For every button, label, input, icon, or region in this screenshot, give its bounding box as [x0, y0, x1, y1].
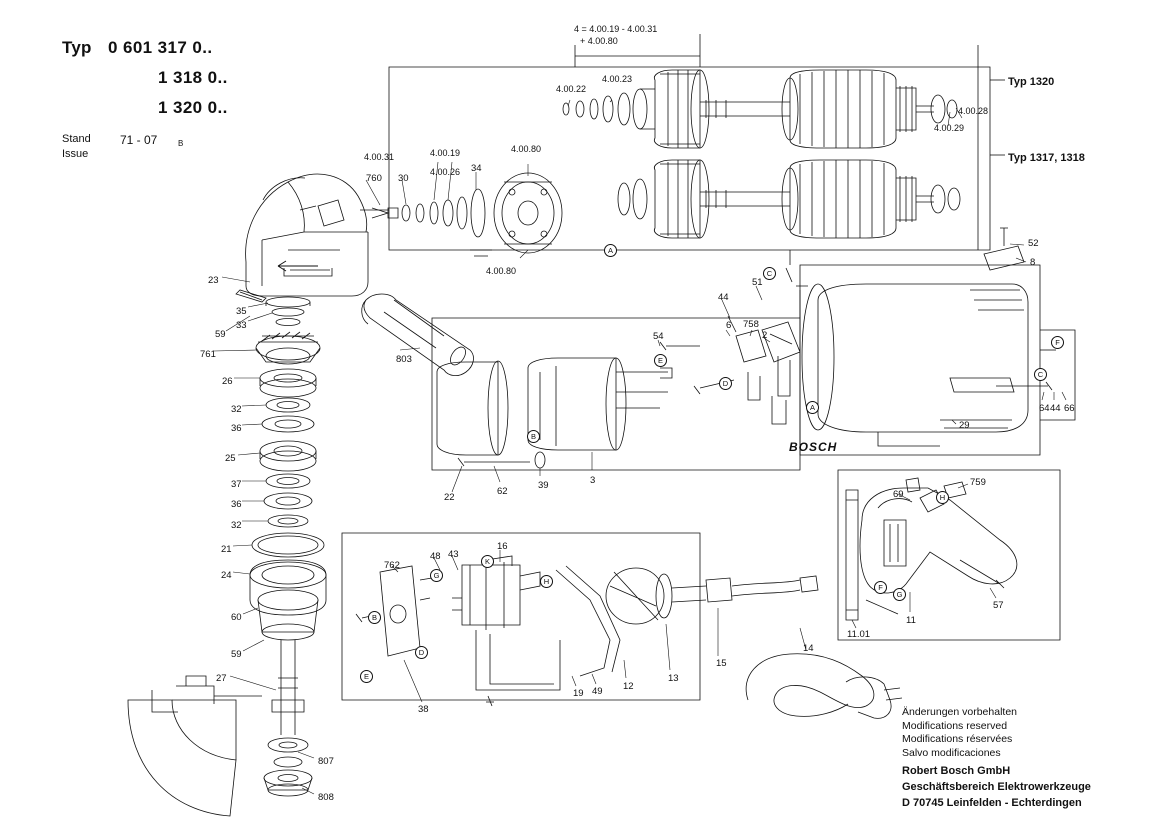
part-number-760: 760 — [366, 173, 382, 184]
part-number-759: 759 — [970, 477, 986, 488]
part-number-808: 808 — [318, 792, 334, 803]
reference-mark-f: F — [1051, 336, 1064, 349]
reference-mark-a: A — [604, 244, 617, 257]
reference-mark-b: B — [527, 430, 540, 443]
part-number-762: 762 — [384, 560, 400, 571]
part-number-13: 13 — [668, 673, 679, 684]
part-number-26: 26 — [222, 376, 233, 387]
part-number-48: 48 — [430, 551, 441, 562]
callout-4-00-80-bottom: 4.00.80 — [486, 266, 517, 276]
part-number-51: 51 — [752, 277, 763, 288]
part-number-36: 36 — [231, 499, 242, 510]
part-number-60: 60 — [231, 612, 242, 623]
callout-4-00-22: 4.00.22 — [556, 84, 587, 94]
part-number-3: 3 — [590, 475, 596, 486]
callout-4-00-23: 4.00.23 — [602, 74, 633, 84]
part-number-32: 32 — [231, 404, 242, 415]
footer-line-de: Änderungen vorbehalten — [902, 706, 1018, 718]
group-note-line1: 4 = 4.00.19 - 4.00.31 — [574, 24, 658, 34]
issue-date: 71 - 07 — [120, 133, 158, 147]
part-number-59: 59 — [215, 329, 226, 340]
part-number-15: 15 — [716, 658, 727, 669]
company-address: D 70745 Leinfelden - Echterdingen — [902, 797, 1082, 809]
part-number-23: 23 — [208, 275, 219, 286]
part-number-54: 54 — [653, 331, 664, 342]
part-number-62: 62 — [497, 486, 508, 497]
part-number-16: 16 — [497, 541, 508, 552]
part-number-11: 11 — [906, 615, 916, 626]
part-number-52: 52 — [1028, 238, 1039, 249]
part-number-39: 39 — [538, 480, 549, 491]
part-number-30: 30 — [398, 173, 409, 184]
footer-line-en: Modifications reserved — [902, 719, 1008, 732]
part-number-761: 761 — [200, 349, 216, 360]
part-number-25: 25 — [225, 453, 236, 464]
reference-mark-g: G — [893, 588, 906, 601]
part-number-32: 32 — [231, 520, 242, 531]
reference-mark-c: C — [1034, 368, 1047, 381]
part-number-22: 22 — [444, 492, 455, 503]
part-number-35: 35 — [236, 306, 247, 317]
reference-mark-g: G — [430, 569, 443, 582]
typ-1317-1318-label: Typ 1317, 1318 — [1008, 152, 1085, 164]
part-number-44: 44 — [718, 292, 729, 303]
reference-mark-h: H — [540, 575, 553, 588]
part-number-803: 803 — [396, 354, 412, 365]
part-number-34: 34 — [471, 163, 482, 174]
typ-1320-label: Typ 1320 — [1008, 76, 1055, 88]
reference-mark-d: D — [415, 646, 428, 659]
model-line-1: 0 601 317 0.. — [108, 38, 213, 57]
part-number-64: 64 — [1039, 403, 1050, 414]
issue-label: Issue — [62, 148, 89, 160]
part-number-807: 807 — [318, 756, 334, 767]
company-division: Geschäftsbereich Elektrowerkzeuge — [902, 781, 1091, 793]
issue-date-suffix: B — [178, 139, 184, 148]
part-number-57: 57 — [993, 600, 1004, 611]
part-number-21: 21 — [221, 544, 232, 555]
part-number-758: 758 — [743, 319, 759, 330]
footer-disclaimer — [902, 706, 1017, 760]
part-number-37: 37 — [231, 479, 242, 490]
part-number-49: 49 — [592, 686, 603, 697]
part-number-8: 8 — [1030, 257, 1036, 268]
callout-4-00-28: 4.00.28 — [958, 106, 989, 116]
part-number-24: 24 — [221, 570, 232, 581]
part-number-69: 69 — [893, 489, 904, 500]
stand-label: Stand — [62, 133, 91, 145]
footer-company — [902, 763, 1091, 811]
callout-4-00-29: 4.00.29 — [934, 123, 965, 133]
group-note-line2: + 4.00.80 — [580, 36, 618, 46]
model-line-3: 1 320 0.. — [158, 98, 228, 117]
part-number-19: 19 — [573, 688, 584, 699]
part-number-59: 59 — [231, 649, 242, 660]
part-number-14: 14 — [803, 643, 814, 654]
bosch-housing-logo: BOSCH — [789, 440, 838, 454]
company-name: Robert Bosch GmbH — [902, 765, 1011, 777]
reference-mark-k: K — [481, 555, 494, 568]
reference-mark-d: D — [719, 377, 732, 390]
reference-mark-f: F — [874, 581, 887, 594]
part-number-2: 2 — [762, 330, 768, 341]
reference-mark-a: A — [806, 401, 819, 414]
reference-mark-e: E — [654, 354, 667, 367]
part-number-6: 6 — [726, 320, 732, 331]
part-number-43: 43 — [448, 549, 459, 560]
typ-label: Typ — [62, 38, 92, 57]
footer-line-fr: Modifications réservées — [902, 733, 1013, 745]
callout-4-00-26: 4.00.26 — [430, 167, 461, 177]
reference-mark-c: C — [763, 267, 776, 280]
reference-mark-h: H — [936, 491, 949, 504]
part-number-66: 66 — [1064, 403, 1075, 414]
model-line-2: 1 318 0.. — [158, 68, 228, 87]
footer-line-es: Salvo modificaciones — [902, 746, 1001, 759]
callout-4-00-80-top: 4.00.80 — [511, 144, 542, 154]
callout-4-00-19: 4.00.19 — [430, 148, 461, 158]
reference-mark-e: E — [360, 670, 373, 683]
part-number-29: 29 — [959, 420, 970, 431]
part-number-38: 38 — [418, 704, 429, 715]
part-number-44: 44 — [1050, 403, 1061, 414]
part-number-27: 27 — [216, 673, 227, 684]
part-number-33: 33 — [236, 320, 247, 331]
callout-4-00-31: 4.00.31 — [364, 152, 395, 162]
part-number-12: 12 — [623, 681, 634, 692]
part-number-11-01: 11.01 — [847, 629, 871, 640]
reference-mark-b: B — [368, 611, 381, 624]
part-number-36: 36 — [231, 423, 242, 434]
